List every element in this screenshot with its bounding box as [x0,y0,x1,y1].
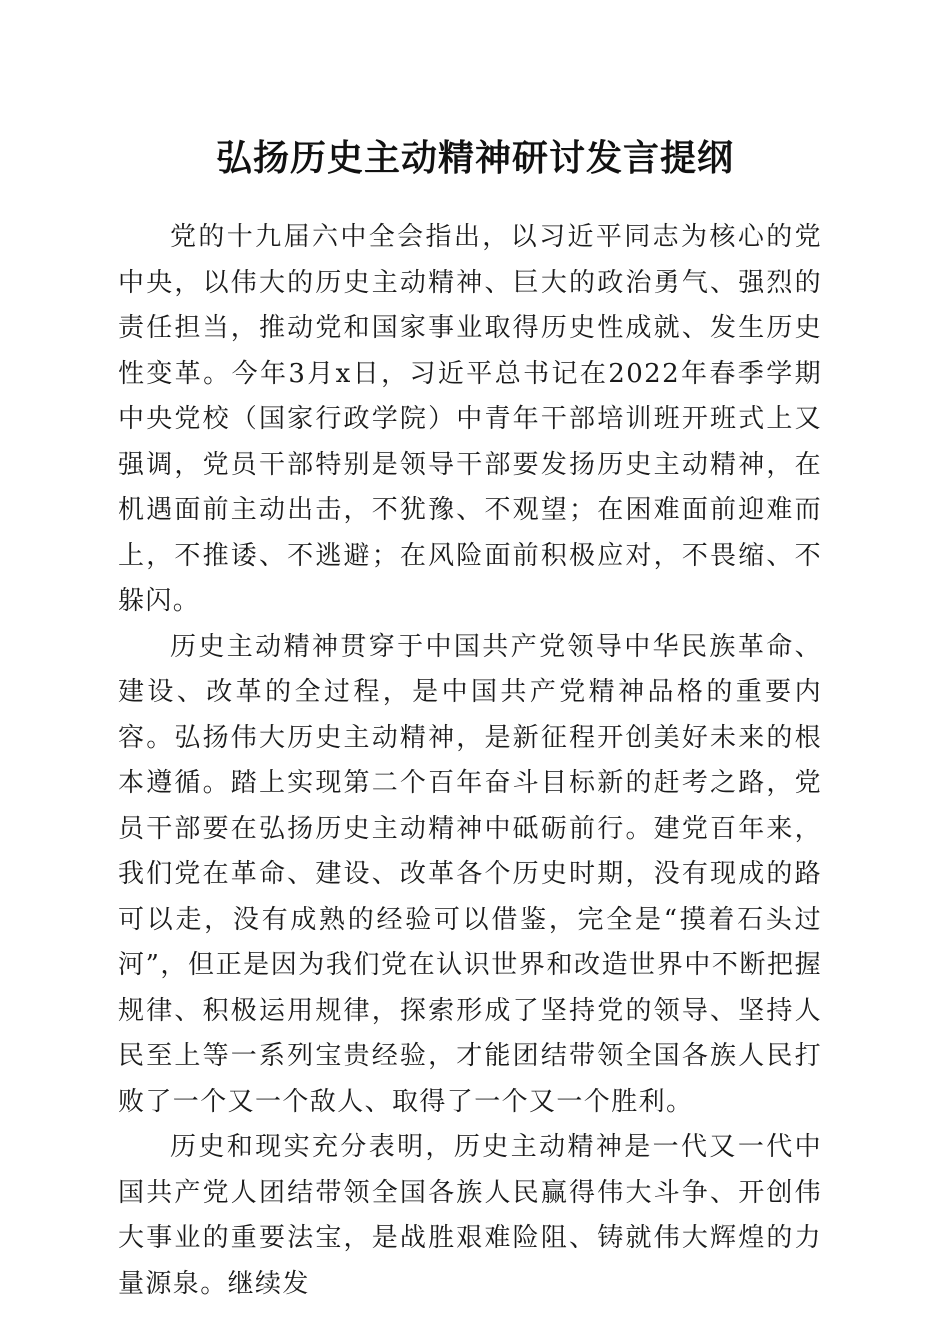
paragraph-2: 历史主动精神贯穿于中国共产党领导中华民族革命、建设、改革的全过程，是中国共产党精神品格的重要内容。弘扬伟大历史主动精神，是新征程开创美好未来的根本遵循。踏上实现第二个百年奋斗目标新的赶考之路，党员干部要在弘扬历史主动精神中砥砺前行。建党百年来，我们党在革命、建设、改革各个历史时期，没有现成的路可以走，没有成熟的经验可以借鉴，完全是“摸着石头过河”，但正是因为我们党在认识世界和改造世界中不断把握规律、积极运用规律，探索形成了坚持党的领导、坚持人民至上等一系列宝贵经验，才能团结带领全国各族人民打败了一个又一个敌人、取得了一个又一个胜利。 [118,631,822,1117]
paragraph-1: 党的十九届六中全会指出，以习近平同志为核心的党中央，以伟大的历史主动精神、巨大的政治勇气、强烈的责任担当，推动党和国家事业取得历史性成就、发生历史性变革。今年3月x日，习近平总书记在2022年春季学期中央党校（国家行政学院）中青年干部培训班开班式上又强调，党员干部特别是领导干部要发扬历史主动精神，在机遇面前主动出击，不犹豫、不观望；在困难面前迎难而上，不推诿、不逃避；在风险面前积极应对，不畏缩、不躲闪。 [118,222,822,616]
document-title: 弘扬历史主动精神研讨发言提纲 [215,137,734,179]
paragraph-3: 历史和现实充分表明，历史主动精神是一代又一代中国共产党人团结带领全国各族人民赢得伟大斗争、开创伟大事业的重要法宝，是战胜艰难险阻、铸就伟大辉煌的力量源泉。继续发 [118,1132,822,1299]
document-body [118,215,822,1307]
